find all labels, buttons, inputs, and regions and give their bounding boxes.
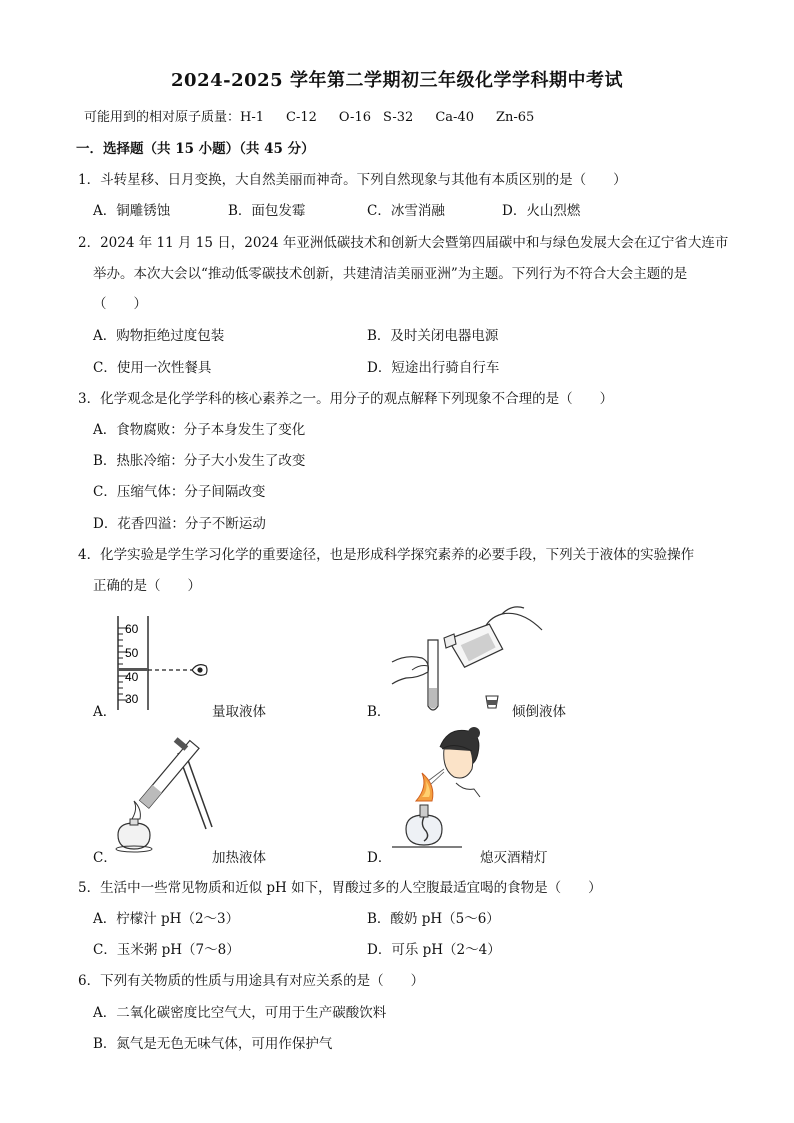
cylinder-tick-label: 50 [125,646,139,660]
q4-option-a-letter[interactable]: A． [93,704,117,720]
question-5-stem: 5．生活中一些常见物质和近似 pH 如下，胃酸过多的人空腹最适宜喝的食物是（ ） [78,880,602,896]
q4-option-b-letter[interactable]: B． [367,704,391,720]
q1-option-c[interactable]: C．冰雪消融 [367,203,445,219]
q4-option-b-caption: 倾倒液体 [512,704,566,720]
section-heading: 一．选择题（共 15 小题）（共 45 分） [76,141,315,157]
q3-option-d[interactable]: D．花香四溢：分子不断运动 [93,516,266,532]
q4-option-d-letter[interactable]: D． [367,850,392,866]
q3-option-a[interactable]: A．食物腐败：分子本身发生了变化 [93,422,306,438]
q1-option-d[interactable]: D．火山烈燃 [502,203,581,219]
eye-icon [192,665,207,676]
q2-option-a[interactable]: A．购物拒绝过度包装 [93,328,225,344]
question-4-stem-line2: 正确的是（ ） [93,578,201,594]
cylinder-tick-label: 60 [125,622,139,636]
question-1-stem: 1．斗转星移、日月变换，大自然美丽而神奇。下列自然现象与其他有本质区别的是（ ） [78,172,627,188]
q2-option-c[interactable]: C．使用一次性餐具 [93,360,212,376]
cylinder-tick-label: 30 [125,692,139,706]
cylinder-tick-label: 40 [125,670,139,684]
q6-option-b[interactable]: B．氮气是无色无味气体，可用作保护气 [93,1036,333,1052]
question-2-stem-line3: （ ） [93,296,147,312]
extinguish-lamp-figure [392,725,502,860]
question-2-stem-line1: 2．2024 年 11 月 15 日，2024 年亚洲低碳技术和创新大会暨第四届碳中和与绿色发展大会在辽宁省大连市 [78,235,729,251]
graduated-cylinder-figure [112,612,222,712]
page-title: 2024-2025 学年第二学期初三年级化学学科期中考试 [171,70,623,91]
q5-option-a[interactable]: A．柠檬汁 pH（2～3） [93,911,240,927]
q4-option-c-caption: 加热液体 [212,850,266,866]
mass-item: O-16 [338,110,371,125]
q3-option-b[interactable]: B．热胀冷缩：分子大小发生了改变 [93,453,306,469]
atomic-masses [84,106,556,125]
heating-liquid-figure [112,735,222,860]
mass-item: C-12 [286,110,317,125]
q4-option-a-caption: 量取液体 [212,704,266,720]
atomic-masses-label: 可能用到的相对原子质量： [84,110,241,125]
mass-item: Zn-65 [495,110,535,125]
q4-option-c-letter[interactable]: C． [93,850,117,866]
question-3-stem: 3．化学观念是化学学科的核心素养之一。用分子的观点解释下列现象不合理的是（ ） [78,391,614,407]
q5-option-d[interactable]: D．可乐 pH（2～4） [367,942,501,958]
q1-option-b[interactable]: B．面包发霉 [228,203,306,219]
q2-option-d[interactable]: D．短途出行骑自行车 [367,360,500,376]
q6-option-a[interactable]: A．二氧化碳密度比空气大，可用于生产碳酸饮料 [93,1005,387,1021]
q5-option-b[interactable]: B．酸奶 pH（5～6） [367,911,500,927]
q5-option-c[interactable]: C．玉米粥 pH（7～8） [93,942,240,958]
q1-option-a[interactable]: A．铜雕锈蚀 [93,203,171,219]
q3-option-c[interactable]: C．压缩气体：分子间隔改变 [93,484,266,500]
q2-option-b[interactable]: B．及时关闭电器电源 [367,328,499,344]
mass-item: S-32 [383,110,414,125]
question-6-stem: 6．下列有关物质的性质与用途具有对应关系的是（ ） [78,973,425,989]
q4-option-d-caption: 熄灭酒精灯 [480,850,548,866]
mass-item: H-1 [240,110,265,125]
question-2-stem-line2: 举办。本次大会以“推动低零碳技术创新，共建清洁美丽亚洲”为主题。下列行为不符合大会主题的是 [93,266,688,282]
question-4-stem-line1: 4．化学实验是学生学习化学的重要途径，也是形成科学探究素养的必要手段，下列关于液体的实验操作 [78,547,695,563]
mass-item: Ca-40 [435,110,474,125]
